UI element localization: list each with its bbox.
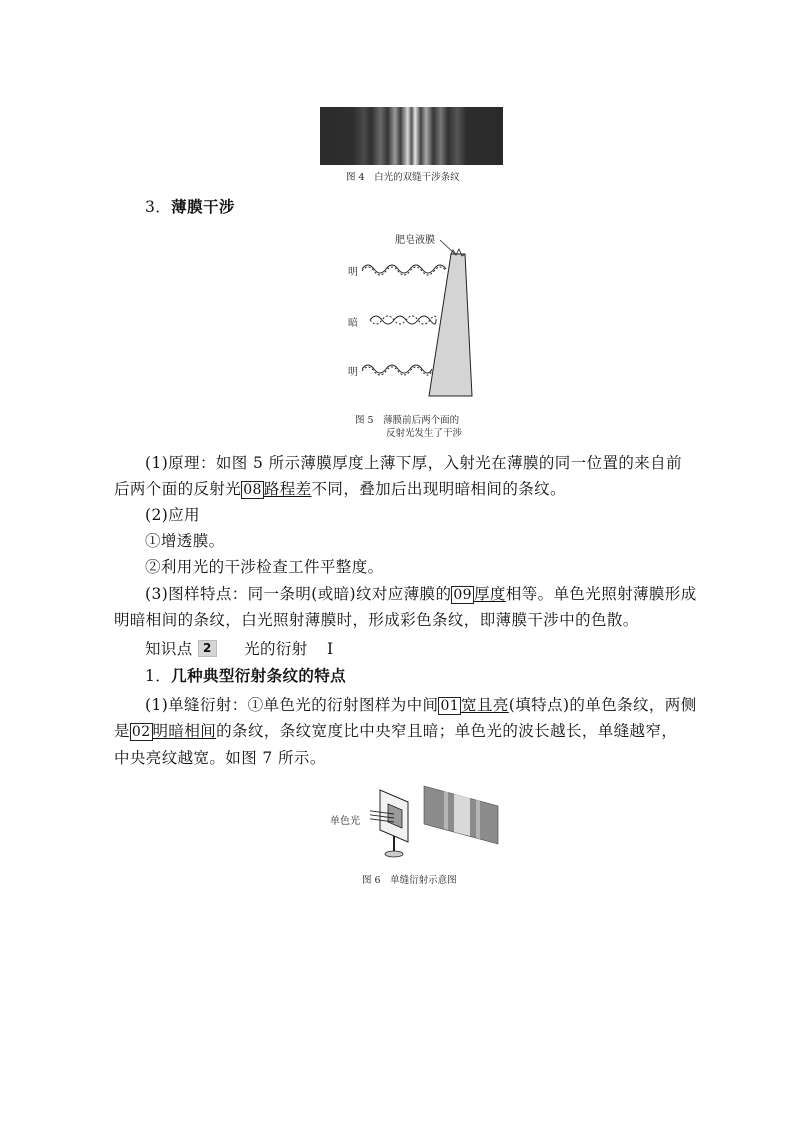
bright-wave-top-a <box>362 265 446 273</box>
knowledge-point-heading: 知识点 2 光的衍射 Ⅰ <box>145 640 334 658</box>
principle-line-2: 后两个面的反射光 08 路程差不同，叠加后出现明暗相间的条纹。 <box>114 480 566 498</box>
section-3-heading <box>145 197 235 217</box>
section-1-heading: 1．几种典型衍射条纹的特点 <box>145 667 347 685</box>
answer-thickness: 厚度 <box>473 585 506 603</box>
single-slit-line-2: 是 02 明暗相间的条纹，条纹宽度比中央窄且暗；单色光的波长越长，单缝越窄， <box>114 722 678 740</box>
film-pointer-line <box>440 240 456 255</box>
label-bright-top: 明 <box>348 267 358 278</box>
label-soap-film: 肥皂液膜 <box>395 235 435 246</box>
single-slit-svg <box>370 782 500 864</box>
answer-path-difference: 路程差 <box>263 480 312 498</box>
knowledge-point-title: 光的衍射 <box>244 640 308 658</box>
figure-4-caption: 图 4 白光的双缝干涉条纹 <box>346 172 460 183</box>
knowledge-point-level: Ⅰ <box>327 640 334 658</box>
thin-film-svg <box>340 224 480 409</box>
figure-5-caption-line1: 图 5 薄膜前后两个面的 <box>355 415 460 426</box>
answer-alternating: 明暗相间 <box>152 722 217 740</box>
label-dark: 暗 <box>348 318 358 329</box>
single-slit-line-1: (1)单缝衍射：①单色光的衍射图样为中间 01 宽且亮(填特点)的单色条纹，两侧 <box>145 696 697 714</box>
blank-number-01: 01 <box>440 698 460 714</box>
label-bright-bottom: 明 <box>348 367 358 378</box>
application-item-2: ②利用光的干涉检查工件平整度。 <box>145 558 384 576</box>
blank-number-02: 02 <box>131 724 151 740</box>
section-1-title: 几种典型衍射条纹的特点 <box>171 667 347 685</box>
pattern-line-2: 明暗相间的条纹，白光照射薄膜时，形成彩色条纹，即薄膜干涉中的色散。 <box>114 611 639 629</box>
thin-film-diagram <box>340 224 480 409</box>
answer-wide-bright: 宽且亮 <box>461 696 509 714</box>
double-slit-fringe-image <box>320 107 503 165</box>
application-item-1: ①增透膜。 <box>145 532 225 550</box>
figure-5-caption-line2: 反射光发生了干涉 <box>386 428 463 439</box>
application-heading: (2)应用 <box>145 506 200 524</box>
soap-film-wedge <box>429 254 472 396</box>
principle-line-1: (1)原理：如图 5 所示薄膜厚度上薄下厚，入射光在薄膜的同一位置的来自前 <box>145 454 682 472</box>
label-monochromatic-light: 单色光 <box>330 816 360 827</box>
side-fringe-left <box>444 791 448 830</box>
figure-6-caption: 图 6 单缝衍射示意图 <box>362 875 457 886</box>
pattern-line-1: (3)图样特点：同一条明(或暗)纹对应薄膜的 09 厚度相等。单色光照射薄膜形成 <box>145 585 697 603</box>
blank-number-09: 09 <box>453 587 472 603</box>
single-slit-diagram <box>370 782 500 864</box>
bright-wave-top-b <box>362 267 446 275</box>
blank-number-08: 08 <box>243 482 262 498</box>
section-3-number: 3． <box>145 198 172 216</box>
single-slit-line-3: 中央亮纹越宽。如图 7 所示。 <box>114 749 326 767</box>
knowledge-point-badge: 2 <box>198 640 217 657</box>
slit-stand-base <box>385 851 403 857</box>
section-3-title: 薄膜干涉 <box>171 198 235 216</box>
side-fringe-right <box>476 800 480 839</box>
central-bright-fringe <box>454 794 470 836</box>
